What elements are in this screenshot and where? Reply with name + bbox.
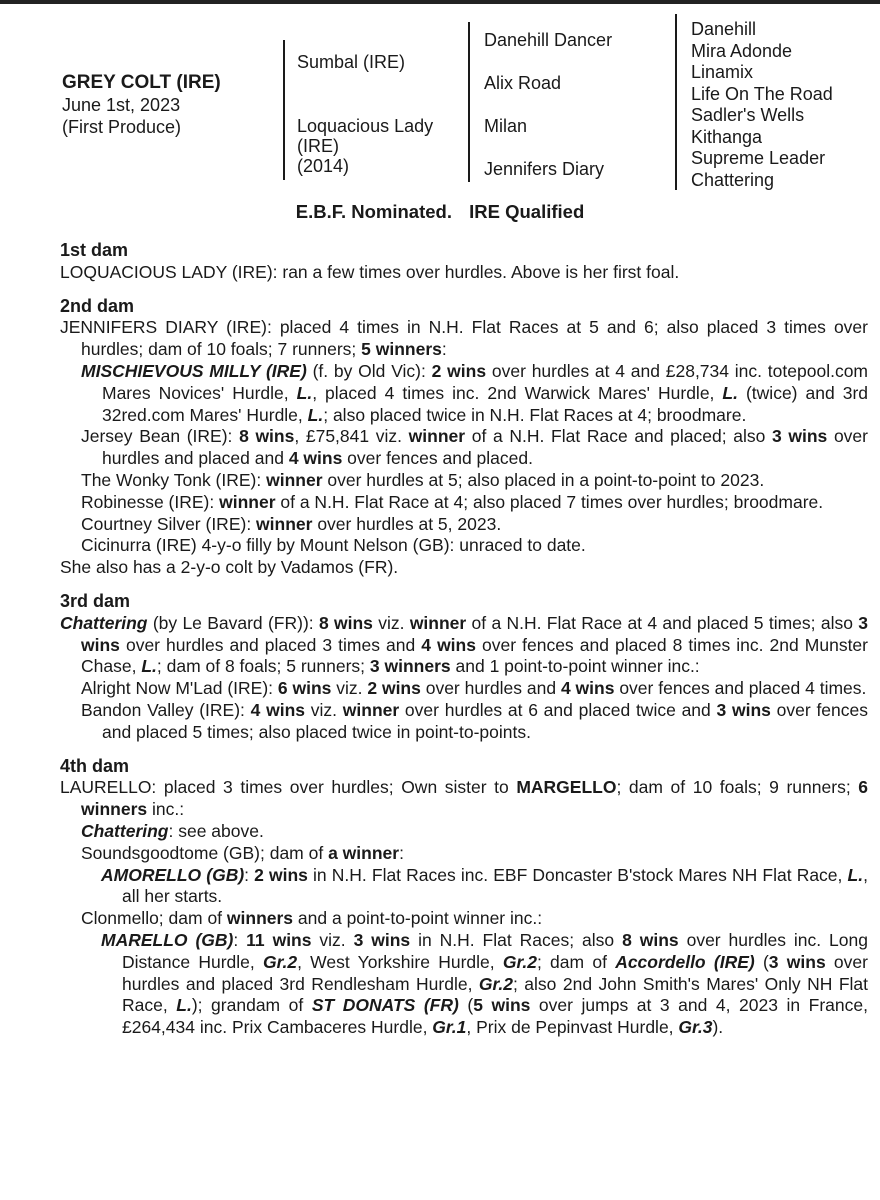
section-4th-dam [60,756,868,1039]
produce-entry: Courtney Silver (IRE): winner over hurdles at 5, 2023. [81,513,502,534]
section-3rd-dam [60,591,868,744]
produce-entry: Soundsgoodtome (GB); dam of a winner: [81,842,404,863]
produce-entry: Jersey Bean (IRE): 8 wins, £75,841 viz. winner of a N.H. Flat Race and placed; also 3 wins over hurdles and placed and 4 wins over fences and placed. [81,426,868,469]
dam-entry: LAURELLO: placed 3 times over hurdles; Own sister to MARGELLO; dam of 10 foals; 9 runners; 6 winners inc.: [60,777,868,820]
great-grandparent-7: Supreme Leader [691,148,826,168]
great-grandparent-5: Sadler's Wells [691,105,805,125]
dam-heading: 1st dam [60,240,129,260]
produce-entry: MISCHIEVOUS MILLY (IRE) (f. by Old Vic): 2 wins over hurdles at 4 and £28,734 inc. totepool.com Mares Novices' Hurdle, L., placed 4 times inc. 2nd Warwick Mares' Hurdle, L. (twice) and 3rd 32red.com Mares' Hurdle, L.; also placed twice in N.H. Flat Races at 4; broodmare. [81,360,869,425]
dam-line1: Loquacious Lady [297,116,434,136]
grandparent-1: Danehill Dancer [484,30,613,50]
dam-line3: (2014) [297,156,350,176]
ebf-nominated: E.B.F. Nominated. [295,201,452,222]
dam-heading: 3rd dam [60,590,131,611]
foaling-date: June 1st, 2023 [62,95,181,115]
pedigree-divider-1 [283,40,285,180]
section-2nd-dam [60,296,868,579]
dam-entry: JENNIFERS DIARY (IRE): placed 4 times in N.H. Flat Races at 5 and 6; also placed 3 times over hurdles; dam of 10 foals; 7 runners; 5 winners: [60,317,868,360]
ire-qualified: IRE Qualified [469,201,585,222]
grandproduce-entry: AMORELLO (GB): 2 wins in N.H. Flat Races inc. EBF Doncaster B'stock Mares NH Flat Race, L., all her starts. [101,864,868,907]
pedigree-divider-3 [675,14,677,190]
great-grandparent-3: Linamix [691,62,754,82]
grandparent-2: Alix Road [484,73,562,93]
sire: Sumbal (IRE) [297,52,406,72]
produce-entry: Cicinurra (IRE) 4-y-o filly by Mount Nelson (GB): unraced to date. [81,535,586,556]
great-grandparent-8: Chattering [691,169,775,190]
catalogue-page [60,240,868,1051]
produce-entry: The Wonky Tonk (IRE): winner over hurdles at 5; also placed in a point-to-point to 2023. [81,469,765,490]
horse-name: GREY COLT (IRE) [62,72,221,93]
dam-note: She also has a 2-y-o colt by Vadamos (FR). [60,557,399,578]
great-grandparent-1: Danehill [691,19,757,39]
dam-heading: 4th dam [60,755,130,776]
dam-line2: (IRE) [297,136,339,156]
produce-entry: Bandon Valley (IRE): 4 wins viz. winner over hurdles at 6 and placed twice and 3 wins over fences and placed 5 times; also placed twice in point-to-points. [81,699,869,742]
section-1st-dam [60,240,868,284]
dam-entry: LOQUACIOUS LADY (IRE): ran a few times over hurdles. Above is her first foal. [60,261,680,282]
dam-entry: Chattering (by Le Bavard (FR)): 8 wins viz. winner of a N.H. Flat Race at 4 and placed 5 times; also 3 wins over hurdles and placed 3 times and 4 wins over fences and placed 8 times inc. 2nd Munster Chase, L.; dam of 8 foals; 5 runners; 3 winners and 1 point-to-point winner inc.: [60,612,868,677]
pedigree-table [0,0,880,200]
grandparent-4: Jennifers Diary [484,159,605,179]
produce-entry: Chattering: see above. [81,820,264,841]
qualifiers-line [0,201,880,223]
grandproduce-entry: MARELLO (GB): 11 wins viz. 3 wins in N.H. Flat Races; also 8 wins over hurdles inc. Long Distance Hurdle, Gr.2, West Yorkshire Hurdle, Gr.2; dam of Accordello (IRE) (3 wins over hurdles and placed 3rd Rendlesham Hurdle, Gr.2; also 2nd John Smith's Mares' Only NH Flat Race, L.); grandam of ST DONATS (FR) (5 wins over jumps at 3 and 4, 2023 in France, £264,434 inc. Prix Cambaceres Hurdle, Gr.1, Prix de Pepinvast Hurdle, Gr.3). [101,929,868,1038]
pedigree-divider-2 [468,22,470,182]
dam-heading: 2nd dam [60,295,135,316]
produce-note: (First Produce) [62,117,182,137]
great-grandparent-2: Mira Adonde [691,40,793,61]
great-grandparent-4: Life On The Road [691,83,833,104]
produce-entry: Clonmello; dam of winners and a point-to-point winner inc.: [81,908,543,929]
produce-entry: Alright Now M'Lad (IRE): 6 wins viz. 2 wins over hurdles and 4 wins over fences and placed 4 times. [81,678,867,699]
grandparent-3: Milan [484,116,528,136]
great-grandparent-6: Kithanga [691,126,763,147]
produce-entry: Robinesse (IRE): winner of a N.H. Flat Race at 4; also placed 7 times over hurdles; broodmare. [81,491,824,512]
